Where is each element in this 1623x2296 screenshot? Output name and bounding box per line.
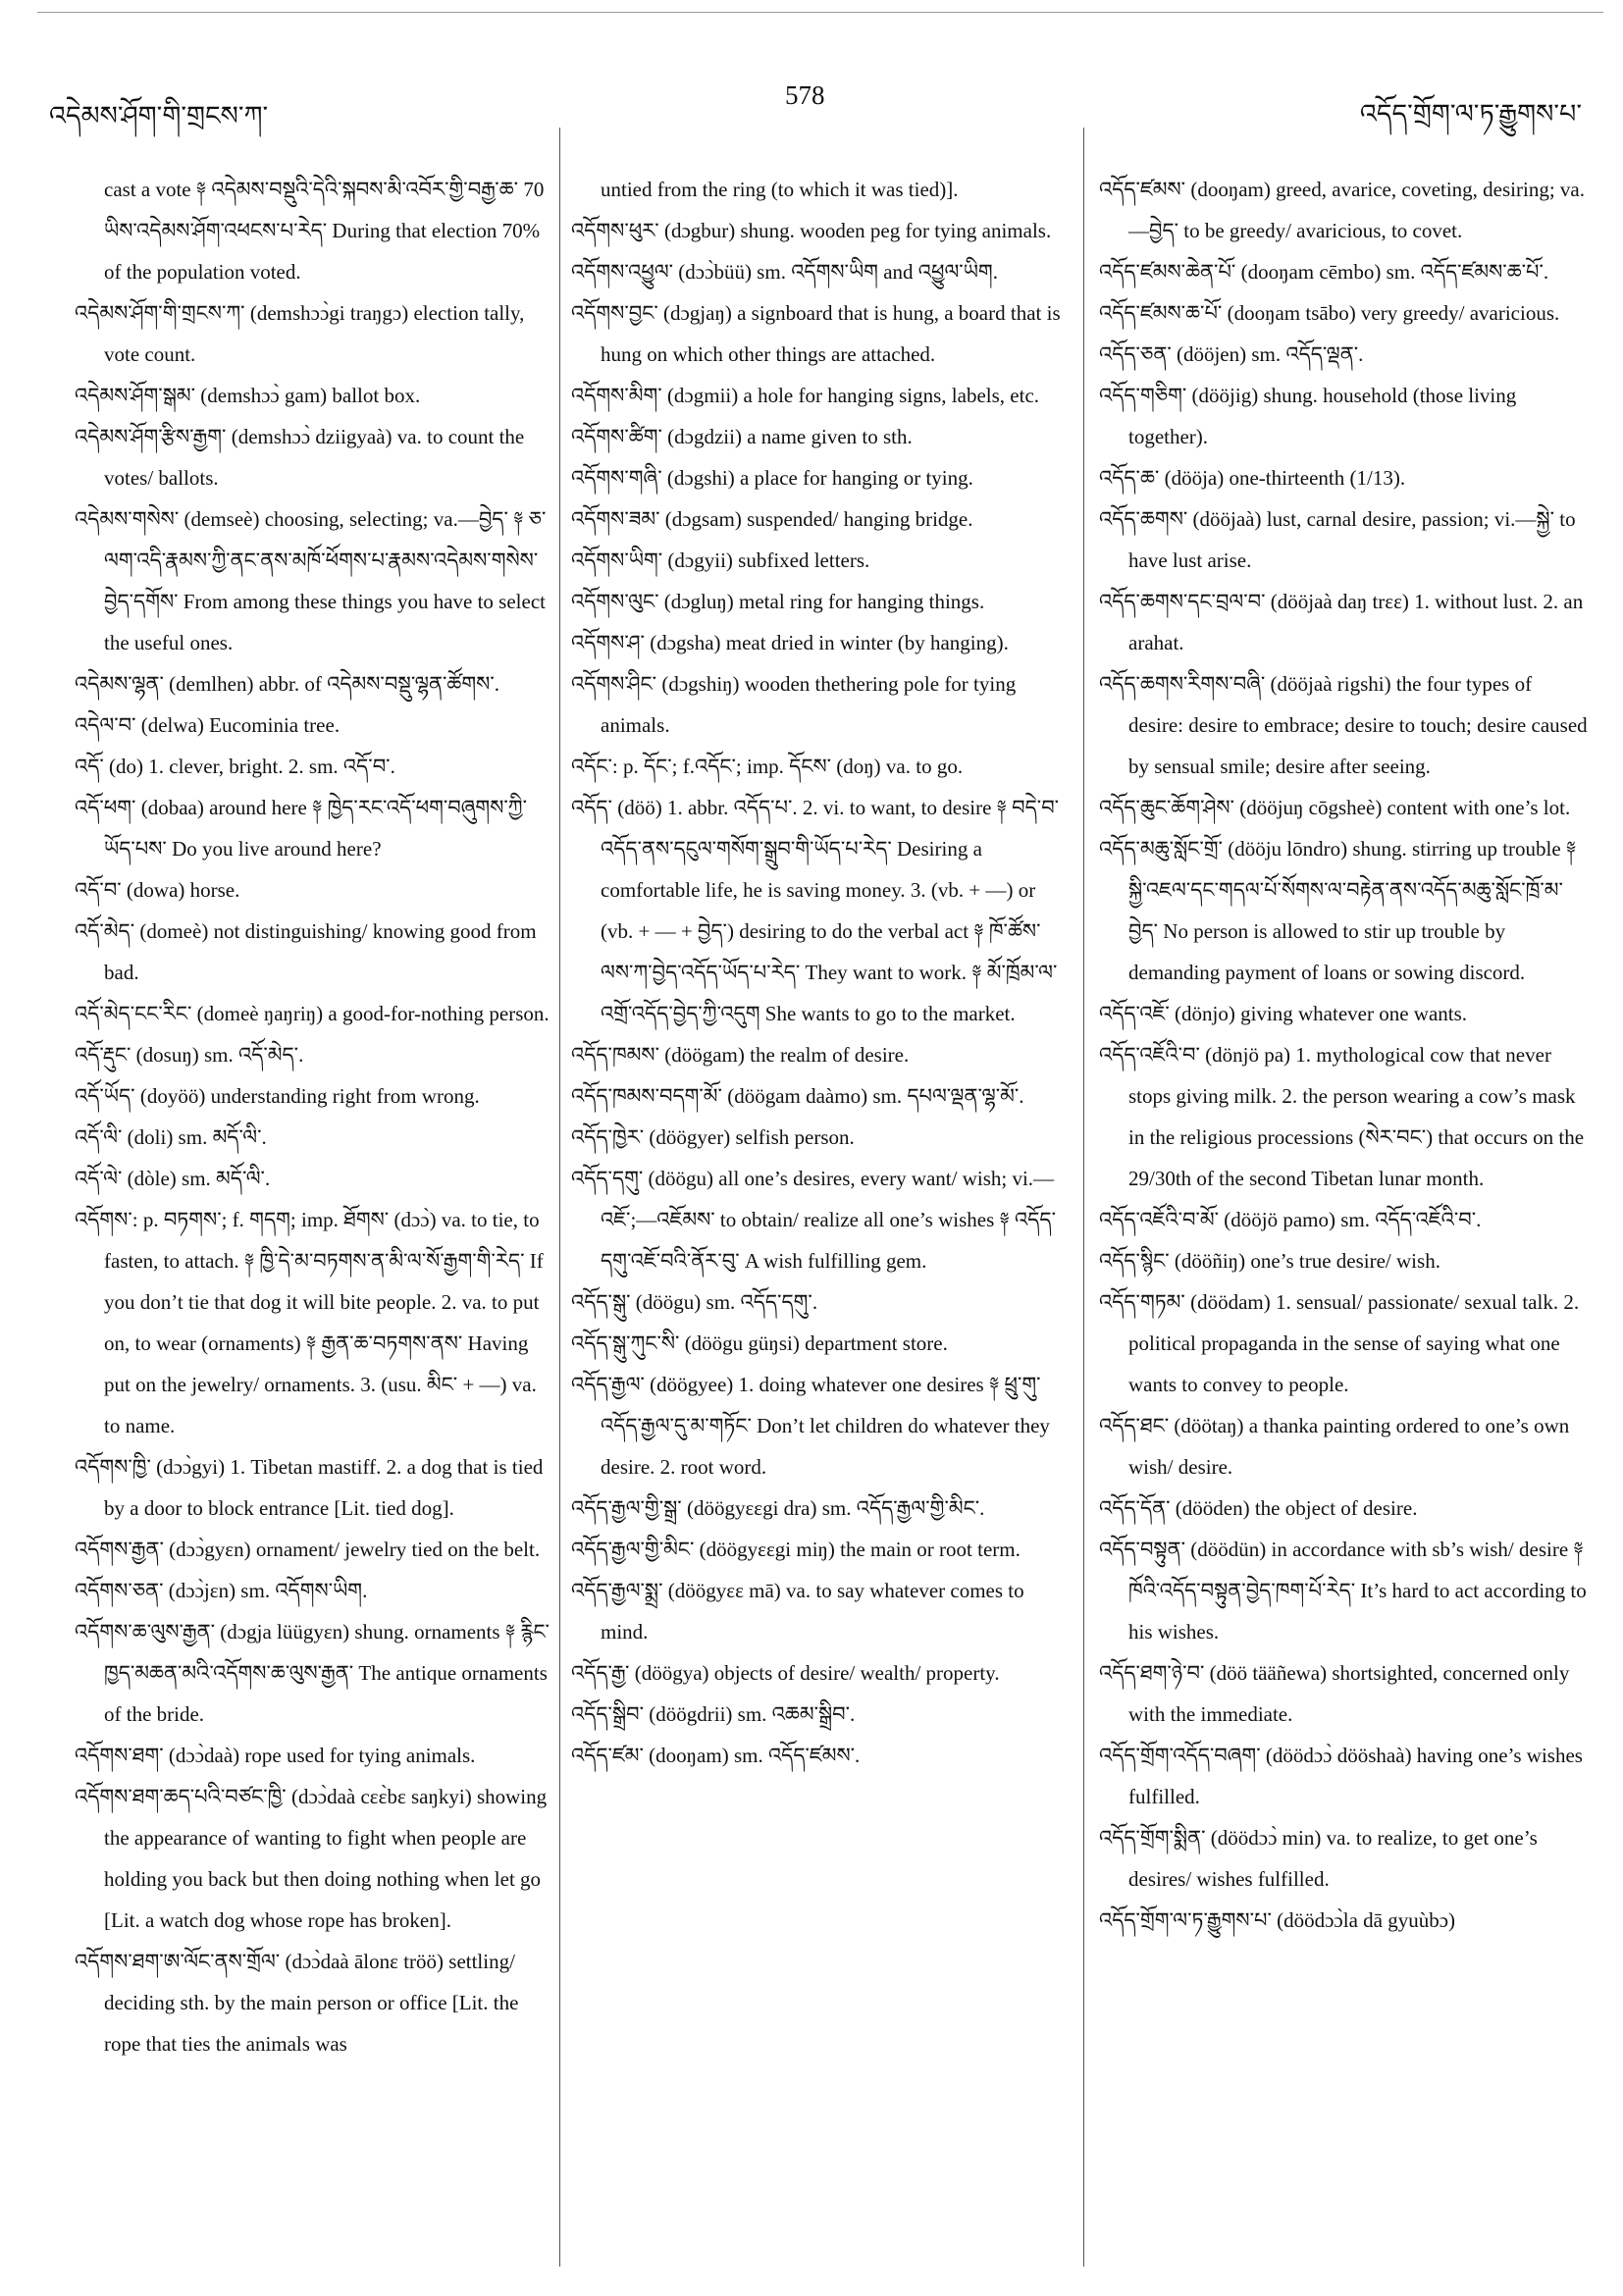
dictionary-entry: འདོད་ཆགས་ (dööjaà) lust, carnal desire, passion; vi.—སྐྱེ་ to have lust arise. bbox=[1099, 507, 1576, 572]
top-rule bbox=[37, 12, 1603, 13]
dictionary-entry: འདོ་རྡུང་ (dosuŋ) sm. འདོ་མེད་. bbox=[75, 1043, 304, 1067]
dictionary-entry: འདོ་ལི་ (doli) sm. མདོ་ལི་. bbox=[75, 1125, 267, 1149]
column-middle bbox=[571, 169, 1072, 2259]
dictionary-entry: འདོད་དོན་ (dööden) the object of desire. bbox=[1099, 1496, 1418, 1520]
dictionary-entry: འདོད་རྒྱལ་ (döögyee) 1. doing whatever one desires ༈ ཕྲུ་གུ་འདོད་རྒྱལ་དུ་མ་གཏོང་ Don’t let children do whatever they desire. 2. root word. bbox=[571, 1373, 1050, 1479]
dictionary-entry: འདོད་ཐང་ (döötaŋ) a thanka painting ordered to one’s own wish/ desire. bbox=[1099, 1414, 1570, 1479]
column-left bbox=[75, 169, 553, 2259]
dictionary-entry: འདོད་འཇོའི་བ་ (dönjö pa) 1. mythological cow that never stops giving milk. 2. the person wearing a cow’s mask in the religious processions (སེར་བང་) that occurs on the 29/30th of the second Tibetan lunar month. bbox=[1099, 1043, 1585, 1190]
dictionary-entry: འདོ་མེད་ངང་རིང་ (domeè ŋaŋriŋ) a good-for-nothing person. bbox=[75, 1002, 550, 1025]
running-head-left: འདེམས་ཤོག་གི་གྲངས་ཀ་ bbox=[49, 101, 269, 130]
dictionary-entry: འདོགས་འཕྱུལ་ (dɔɔ̀büü) sm. འདོགས་ཡིག and འཕྱུལ་ཡིག. bbox=[571, 260, 998, 284]
dictionary-entry: འདོད་སྙིང་ (dööñiŋ) one’s true desire/ wish. bbox=[1099, 1249, 1440, 1273]
dictionary-entry: འདོད་ཁམས་བདག་མོ་ (döögam daàmo) sm. དཔལ་ལྡན་ལྷ་མོ་. bbox=[571, 1084, 1024, 1108]
dictionary-entry: འདོགས་ཤིང་ (dɔgshiŋ) wooden thethering pole for tying animals. bbox=[571, 672, 1017, 737]
dictionary-entry: འདོ་ཕག་ (dobaa) around here ༈ ཁྱེད་རང་འདོ་ཕག་བཞུགས་ཀྱི་ཡོད་པས་ Do you live around here? bbox=[75, 796, 527, 861]
dictionary-entry: འདོད་ (döö) 1. abbr. འདོད་པ་. 2. vi. to want, to desire ༈ བདེ་བ་འདོད་ནས་དངུལ་གསོག་སྒྲུབ་གི་ཡོད་པ་རེད་ Desiring a comfortable life, he is saving money. 3. (vb. + —) or (vb. + — + བྱེད་) desiring to do the verbal act ༈ ཁོ་ཚོས་ལས་ཀ་བྱེད་འདོད་ཡོད་པ་རེད་ They want to work. ༈ མོ་ཁྲོམ་ལ་འགྲོ་འདོད་བྱེད་ཀྱི་འདུག She wants to go to the market. bbox=[571, 796, 1060, 1025]
dictionary-entry: འདོད་ཆགས་དང་བྲལ་བ་ (dööjaà daŋ trɛɛ) 1. without lust. 2. an arahat. bbox=[1099, 590, 1584, 654]
dictionary-entry: འདོད་རྒྱ་ (döögya) objects of desire/ wealth/ property. bbox=[571, 1661, 1000, 1685]
dictionary-entry: འདོགས་ཐག་ཆད་པའི་བཙང་ཁྱི་ (dɔɔ̀daà cɛɛ̀bɛ saŋkyi) showing the appearance of wanting to fight when people are holding you back but then doing nothing when let go [Lit. a watch dog whose rope has broken]. bbox=[75, 1785, 548, 1932]
dictionary-entry: འདོགས་ཚིག་ (dɔgdzii) a name given to sth. bbox=[571, 425, 913, 448]
dictionary-entry: འདོད་རྒྱལ་གྱི་སྒྲ་ (döögyɛɛgi dra) sm. འདོད་རྒྱལ་གྱི་མིང་. bbox=[571, 1496, 985, 1520]
dictionary-entry: འདོད་ཆ་ (dööja) one-thirteenth (1/13). bbox=[1099, 466, 1406, 490]
dictionary-entry: འདོགས་ཐག་ (dɔɔ̀daà) rope used for tying animals. bbox=[75, 1744, 476, 1767]
dictionary-entry: འདོད་ཛམ་ (dooŋam) sm. འདོད་ཛམས་. bbox=[571, 1744, 861, 1767]
dictionary-entry: འདོད་གཅིག་ (dööjig) shung. household (those living together). bbox=[1099, 384, 1517, 448]
dictionary-entry: འདོད་གྲོག་འདོད་བཞག་ (döödɔɔ̀ dööshaà) having one’s wishes fulfilled. bbox=[1099, 1744, 1583, 1808]
column-divider bbox=[559, 128, 560, 2267]
dictionary-entry: འདོད་དགུ་ (döögu) all one’s desires, every want/ wish; vi.—འཇོ་;—འཇོམས་ to obtain/ realize all one’s wishes ༈ འདོད་དགུ་འཇོ་བའི་ནོར་བུ་ A wish fulfilling gem. bbox=[571, 1167, 1056, 1273]
dictionary-entry: འདོད་གྲོག་ལ་ཏ་རྒྱུགས་པ་ (döödɔɔ̀la dā gyuùbɔ) bbox=[1099, 1908, 1456, 1932]
dictionary-entry: འདོགས་རྒྱན་ (dɔɔ̀gyɛn) ornament/ jewelry tied on the belt. bbox=[75, 1538, 541, 1561]
dictionary-entry: འདོགས་ཤ་ (dɔgsha) meat dried in winter (by hanging). bbox=[571, 631, 1009, 654]
dictionary-entry: འདོང་: p. དོང་; f.འདོང་; imp. དོངས་ (doŋ) va. to go. bbox=[571, 755, 964, 778]
dictionary-entry: འདོད་ཛམས་ (dooŋam) greed, avarice, coveting, desiring; va.—བྱེད་ to be greedy/ avaricious, to covet. bbox=[1099, 178, 1585, 242]
dictionary-entry: འདོད་ཆགས་རིགས་བཞི་ (dööjaà rigshi) the four types of desire: desire to embrace; desire to touch; desire caused by sensual smile; desire after seeing. bbox=[1099, 672, 1588, 778]
dictionary-entry: འདོད་གཏམ་ (döödam) 1. sensual/ passionate/ sexual talk. 2. political propaganda in the sense of saying what one wants to convey to people. bbox=[1099, 1290, 1580, 1396]
dictionary-entry: འདེམས་ཤོག་གི་གྲངས་ཀ་ (demshɔɔ̀gi traŋgɔ) election tally, vote count. bbox=[75, 301, 525, 366]
dictionary-entry: འདོད་ཛམས་ཆེན་པོ་ (dooŋam cēmbo) sm. འདོད་ཛམས་ཆ་པོ་. bbox=[1099, 260, 1549, 284]
dictionary-entry: འདོད་ཆུང་ཆོག་ཤེས་ (dööjuŋ cōgsheè) content with one’s lot. bbox=[1099, 796, 1571, 819]
dictionary-entry: འདོད་སྒུ་ (döögu) sm. འདོད་དགུ་. bbox=[571, 1290, 818, 1314]
dictionary-entry: འདོད་རྒྱལ་སྨྲ་ (döögyɛɛ mā) va. to say whatever comes to mind. bbox=[571, 1579, 1024, 1644]
dictionary-entry: འདོད་མཆུ་སློང་གྲོ་ (dööju lōndro) shung. stirring up trouble ༈ སྐྱི་འཇལ་དང་གདལ་པོ་སོགས་ལ་བརྟེན་ནས་འདོད་མཆུ་སློང་ཁྲོ་མ་བྱེད་ No person is allowed to stir up trouble by demanding payment of loans or sowing discord. bbox=[1099, 837, 1577, 984]
dictionary-entry: འདེམས་ལྷན་ (demlhen) abbr. of འདེམས་བསྡུ་ལྷན་ཚོགས་. bbox=[75, 672, 499, 696]
dictionary-entry: འདེམས་གསེས་ (demseè) choosing, selecting; va.—བྱེད་ ༈ ཅ་ལག་འདི་རྣམས་ཀྱི་ནང་ནས་མཁོ་ཕོགས་པ་རྣམས་འདེམས་གསེས་བྱེད་དགོས་ From among these things you have to select the useful ones. bbox=[75, 507, 547, 654]
dictionary-entry: འདོགས་མིག་ (dɔgmii) a hole for hanging signs, labels, etc. bbox=[571, 384, 1040, 407]
dictionary-entry: འདོད་འཇོའི་བ་མོ་ (dööjö pamo) sm. འདོད་འཇོའི་བ་. bbox=[1099, 1208, 1482, 1231]
dictionary-entry: འདོ་ (do) 1. clever, bright. 2. sm. འདོ་བ་. bbox=[75, 755, 395, 778]
column-right bbox=[1099, 169, 1590, 2259]
dictionary-entry: འདོད་འཇོ་ (dönjo) giving whatever one wants. bbox=[1099, 1002, 1468, 1025]
running-head-right: འདོད་གྲོག་ལ་ཏ་རྒྱུགས་པ་ bbox=[1359, 99, 1582, 129]
dictionary-entry: འདོགས་བྱང་ (dɔgjaŋ) a signboard that is hung, a board that is hung on which other things are attached. bbox=[571, 301, 1061, 366]
dictionary-entry: འདོགས་: p. བཏགས་; f. གདག; imp. ཐོགས་ (dɔɔ̀) va. to tie, to fasten, to attach. ༈ ཁྱི་དེ་མ་བཏགས་ན་མི་ལ་སོ་རྒྱག་གི་རེད་ If you don’t tie that dog it will bite people. 2. va. to put on, to wear (ornaments) ༈ རྒྱན་ཆ་བཏགས་ནས་ Having put on the jewelry/ ornaments. 3. (usu. མིང་ + —) va. to name. bbox=[75, 1208, 544, 1437]
entry-continuation: untied from the ring (to which it was tied)]. bbox=[601, 178, 959, 201]
dictionary-entry: འདོད་ཁྱེར་ (döögyer) selfish person. bbox=[571, 1125, 855, 1149]
dictionary-entry: འདོ་ཡོད་ (doyöö) understanding right from wrong. bbox=[75, 1084, 480, 1108]
dictionary-entry: འདོད་གྲོག་སྨིན་ (döödɔɔ̀ min) va. to realize, to get one’s desires/ wishes fulfilled. bbox=[1099, 1826, 1538, 1891]
dictionary-entry: འདོགས་ཡིག་ (dɔgyii) subfixed letters. bbox=[571, 548, 870, 572]
dictionary-entry: འདོད་སྒྲིབ་ (döögdrii) sm. འཆམ་སྒྲིབ་. bbox=[571, 1702, 856, 1726]
dictionary-entry: འདོད་སྒུ་ཀུང་སི་ (döögu güŋsi) department store. bbox=[571, 1331, 948, 1355]
dictionary-entry: འདོ་བ་ (dowa) horse. bbox=[75, 878, 240, 902]
dictionary-entry: འདོད་རྒྱལ་གྱི་མིང་ (döögyɛɛgi miŋ) the main or root term. bbox=[571, 1538, 1021, 1561]
dictionary-entry: འདོགས་ཁྱི་ (dɔɔ̀gyi) 1. Tibetan mastiff. 2. a dog that is tied by a door to block entrance [Lit. tied dog]. bbox=[75, 1455, 544, 1520]
dictionary-entry: འདོགས་ཐག་ཨ་ལོང་ནས་གྲོལ་ (dɔɔ̀daà ālonɛ tröö) settling/ deciding sth. by the main person or office [Lit. the rope that ties the animals was bbox=[75, 1950, 519, 2056]
dictionary-entry: འདོགས་ཆ་ལུས་རྒྱན་ (dɔgja lüügyɛn) shung. ornaments ༈ རྙིང་ཁྱད་མཆན་མའི་འདོགས་ཆ་ལུས་རྒྱན་ The antique ornaments of the bride. bbox=[75, 1620, 550, 1726]
dictionary-entry: འདོགས་ལུང་ (dɔgluŋ) metal ring for hanging things. bbox=[571, 590, 985, 613]
dictionary-entry: འདོད་ཐག་ཉེ་བ་ (döö tääñewa) shortsighted, concerned only with the immediate. bbox=[1099, 1661, 1570, 1726]
dictionary-entry: འདེམས་ཤོག་རྩིས་རྒྱག་ (demshɔɔ̀ dziigyaà) va. to count the votes/ ballots. bbox=[75, 425, 525, 490]
dictionary-entry: འདོགས་ཕུར་ (dɔgbur) shung. wooden peg for tying animals. bbox=[571, 219, 1052, 242]
dictionary-entry: འདོགས་ཟམ་ (dɔgsam) suspended/ hanging bridge. bbox=[571, 507, 973, 531]
dictionary-entry: འདོད་ཅན་ (dööjen) sm. འདོད་ལྡན་. bbox=[1099, 342, 1364, 366]
dictionary-entry: འདོགས་ཅན་ (dɔɔ̀jɛn) sm. འདོགས་ཡིག. bbox=[75, 1579, 368, 1602]
dictionary-entry: འདེམས་ཤོག་སྒམ་ (demshɔɔ̀ gam) ballot box. bbox=[75, 384, 421, 407]
page-number: 578 bbox=[785, 80, 825, 110]
dictionary-entry: འདོད་ཁམས་ (döögam) the realm of desire. bbox=[571, 1043, 910, 1067]
dictionary-entry: འདོད་བསྟུན་ (döödün) in accordance with sb’s wish/ desire ༈ ཁོའི་འདོད་བསྟུན་བྱེད་ཁག་པོ་རེད་ It’s hard to act according to his wishes. bbox=[1099, 1538, 1587, 1644]
column-divider bbox=[1083, 128, 1084, 2267]
entry-continuation: cast a vote ༈ འདེམས་བསྡུའི་དེའི་སྐབས་མི་འབོར་གྱི་བརྒྱ་ཆ་ 70 ཡིས་འདེམས་ཤོག་འཕངས་པ་རེད་ During that election 70% of the population voted. bbox=[104, 178, 545, 284]
dictionary-entry: འདེལ་བ་ (delwa) Eucominia tree. bbox=[75, 713, 340, 737]
dictionary-entry: འདོགས་གཞི་ (dɔgshi) a place for hanging or tying. bbox=[571, 466, 973, 490]
dictionary-entry: འདོ་མེད་ (domeè) not distinguishing/ knowing good from bad. bbox=[75, 919, 537, 984]
dictionary-entry: འདོ་ལེ་ (dòle) sm. མདོ་ལི་. bbox=[75, 1167, 271, 1190]
dictionary-entry: འདོད་ཛམས་ཆ་པོ་ (dooŋam tsābo) very greedy/ avaricious. bbox=[1099, 301, 1560, 325]
